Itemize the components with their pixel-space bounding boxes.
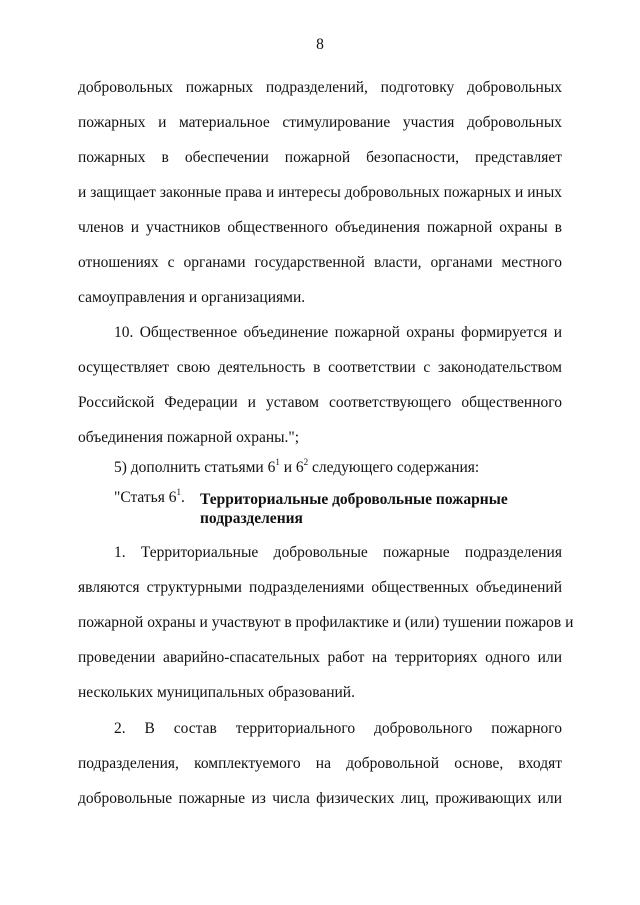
text-line: отношениях с органами государственной власти, органами местного [78, 254, 562, 271]
text-line: 2. В состав территориального добровольного пожарного [114, 720, 562, 737]
item-5-text-middle: и 6 [279, 459, 304, 476]
item-5-text-after: следующего содержания: [308, 459, 480, 476]
item-5 [114, 458, 562, 478]
text-line: добровольных пожарных подразделений, подготовку добровольных [78, 79, 562, 96]
text-line: пожарной охраны и участвуют в профилактике и (или) тушении пожаров и [78, 614, 574, 631]
article-label: "Статья 6 [114, 489, 177, 506]
article-title-line-1: Территориальные добровольные пожарные [200, 491, 508, 508]
text-line: осуществляет свою деятельность в соответствии с законодательством [78, 359, 562, 376]
text-line: пожарных в обеспечении пожарной безопасности, представляет [78, 149, 562, 166]
text-line: подразделения, комплектуемого на добровольной основе, входят [78, 755, 562, 772]
text-line: являются структурными подразделениями общественных объединений [78, 579, 562, 596]
article-label-end: . [181, 489, 185, 506]
text-line: добровольные пожарные из числа физических лиц, проживающих или [78, 790, 562, 807]
item-5-text-before: 5) дополнить статьями 6 [114, 459, 276, 476]
text-line: и защищает законные права и интересы добровольных пожарных и иных [78, 184, 562, 201]
item-5-sup-1: 1 [275, 456, 280, 467]
text-line: нескольких муниципальных образований. [78, 684, 355, 701]
text-line: 10. Общественное объединение пожарной охраны формируется и [114, 324, 562, 341]
text-line: членов и участников общественного объединения пожарной охраны в [78, 219, 562, 236]
item-5-sup-2: 2 [303, 456, 309, 467]
article-title-line-2: подразделения [200, 510, 303, 527]
text-line: Российской Федерации и уставом соответствующего общественного [78, 394, 562, 411]
article-label-sup: 1 [176, 486, 181, 497]
text-line: самоуправления и организациями. [78, 289, 306, 306]
text-line: 1. Территориальные добровольные пожарные подразделения [114, 544, 562, 561]
page-number: 8 [316, 36, 324, 53]
text-line: пожарных и материальное стимулирование участия добровольных [78, 114, 562, 131]
text-line: объединения пожарной охраны."; [78, 429, 300, 446]
article-heading-prefix [114, 488, 185, 508]
text-line: проведении аварийно-спасательных работ на территориях одного или [78, 649, 562, 666]
